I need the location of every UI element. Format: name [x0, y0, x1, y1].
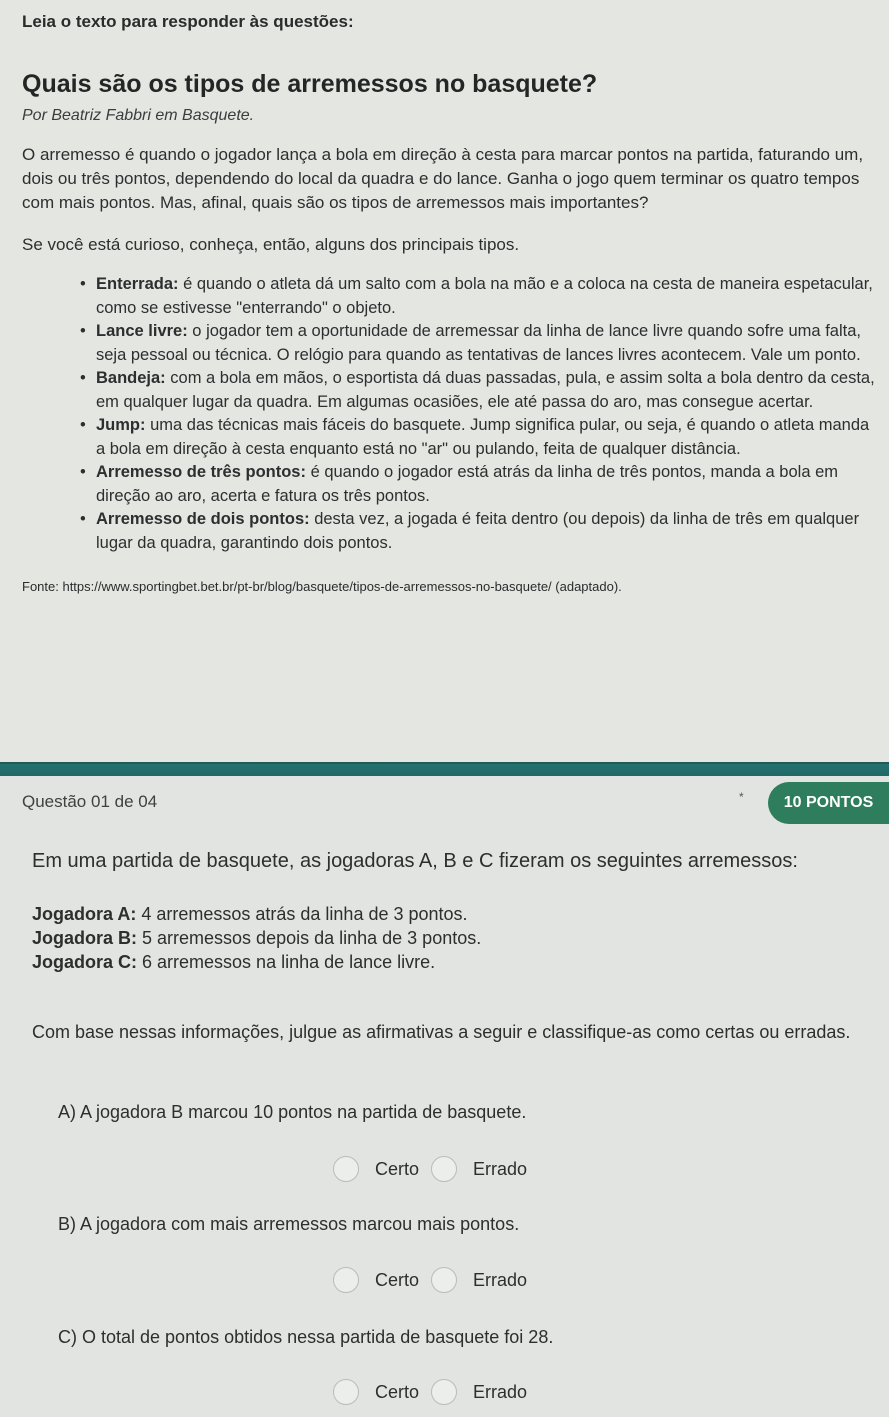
list-item-term: Enterrada: — [96, 275, 179, 293]
article-paragraph-2: Se você está curioso, conheça, então, alguns dos principais tipos. — [22, 235, 520, 254]
list-item-term: Jump: — [96, 416, 146, 434]
shot-types-list — [22, 273, 875, 555]
radio-certo-c[interactable] — [333, 1379, 359, 1405]
list-item-text: com a bola em mãos, o esportista dá duas passadas, pula, e assim solta a bola dentro da cesta, em qualquer lugar da quadra. Em algumas ocasiões, ele até passa do aro, mas consegue acertar. — [96, 369, 875, 411]
radio-errado-a[interactable] — [431, 1156, 457, 1182]
player-desc: 4 arremessos atrás da linha de 3 pontos. — [136, 904, 468, 924]
radio-certo-a[interactable] — [333, 1156, 359, 1182]
option-label-certo[interactable]: Certo — [375, 1269, 420, 1290]
list-item-text: desta vez, a jogada é feita dentro (ou depois) da linha de três em qualquer lugar da quadra, garantindo dois pontos. — [96, 510, 860, 552]
option-label-errado[interactable]: Errado — [473, 1381, 528, 1402]
statement-a: A) A jogadora B marcou 10 pontos na partida de basquete. — [58, 1102, 527, 1122]
list-item-term: Bandeja: — [96, 369, 166, 387]
list-item — [86, 273, 875, 320]
list-item — [86, 508, 875, 555]
list-item-text: o jogador tem a oportunidade de arremessar da linha de lance livre quando sofre uma falta, seja pessoal ou técnica. O relógio para quando as tentativas de lances livres acontecem. Vale um ponto. — [96, 322, 861, 364]
list-item — [86, 367, 875, 414]
question-card — [0, 776, 889, 1417]
list-item-term: Arremesso de três pontos: — [96, 463, 306, 481]
question-intro: Em uma partida de basquete, as jogadoras A, B e C fizeram os seguintes arremessos: — [32, 850, 798, 872]
statement-b: B) A jogadora com mais arremessos marcou mais pontos. — [58, 1214, 520, 1234]
article-title: Quais são os tipos de arremessos no basquete? — [22, 70, 598, 98]
player-row — [32, 902, 481, 926]
list-item-text: é quando o atleta dá um salto com a bola na mão e a coloca na cesta de maneira espetacular, como se estivesse "enterrando" o objeto. — [96, 275, 873, 317]
article-byline: Por Beatriz Fabbri em Basquete. — [22, 107, 255, 124]
radio-certo-b[interactable] — [333, 1267, 359, 1293]
player-row — [32, 950, 481, 974]
player-name: Jogadora B: — [32, 928, 138, 948]
options-b — [333, 1267, 539, 1293]
option-label-errado[interactable]: Errado — [473, 1269, 528, 1290]
reading-instruction: Leia o texto para responder às questões: — [22, 12, 354, 31]
player-desc: 6 arremessos na linha de lance livre. — [137, 952, 436, 972]
list-item-term: Lance livre: — [96, 322, 188, 340]
statement-c: C) O total de pontos obtidos nessa partida de basquete foi 28. — [58, 1327, 554, 1347]
points-badge: 10 PONTOS — [768, 782, 889, 824]
options-c — [333, 1379, 539, 1405]
article-source: Fonte: https://www.sportingbet.bet.br/pt-br/blog/basquete/tipos-de-arremessos-no-basquete/ (adaptado). — [22, 579, 622, 594]
player-name: Jogadora C: — [32, 952, 138, 972]
question-instructions: Com base nessas informações, julgue as afirmativas a seguir e classifique-as como certas ou erradas. — [32, 1022, 851, 1042]
required-star-icon: * — [739, 790, 744, 804]
list-item — [86, 414, 875, 461]
option-label-certo[interactable]: Certo — [375, 1158, 420, 1179]
option-label-certo[interactable]: Certo — [375, 1381, 420, 1402]
player-desc: 5 arremessos depois da linha de 3 pontos. — [137, 928, 482, 948]
player-name: Jogadora A: — [32, 904, 137, 924]
list-item — [86, 461, 875, 508]
article-paragraph-1: O arremesso é quando o jogador lança a bola em direção à cesta para marcar pontos na partida, faturando um, dois ou três pontos, dependendo do local da quadra e do lance. Ganha o jogo quem terminar os quatro tempos com mais pontos. Mas, afinal, quais são os tipos de arremessos mais importantes? — [22, 145, 864, 212]
list-item-term: Arremesso de dois pontos: — [96, 510, 310, 528]
question-counter: Questão 01 de 04 — [22, 792, 158, 811]
option-label-errado[interactable]: Errado — [473, 1158, 528, 1179]
radio-errado-b[interactable] — [431, 1267, 457, 1293]
list-item-text: uma das técnicas mais fáceis do basquete. Jump significa pular, ou seja, é quando o atleta manda a bola em direção à cesta enquanto está no "ar" ou pulando, feita de qualquer distância. — [96, 416, 870, 458]
radio-errado-c[interactable] — [431, 1379, 457, 1405]
player-row — [32, 926, 481, 950]
options-a — [333, 1156, 539, 1182]
players-list — [32, 902, 481, 974]
list-item — [86, 320, 875, 367]
section-divider-edge — [0, 748, 889, 764]
list-item-text: é quando o jogador está atrás da linha de três pontos, manda a bola em direção ao aro, acerta e fatura os três pontos. — [96, 463, 839, 505]
